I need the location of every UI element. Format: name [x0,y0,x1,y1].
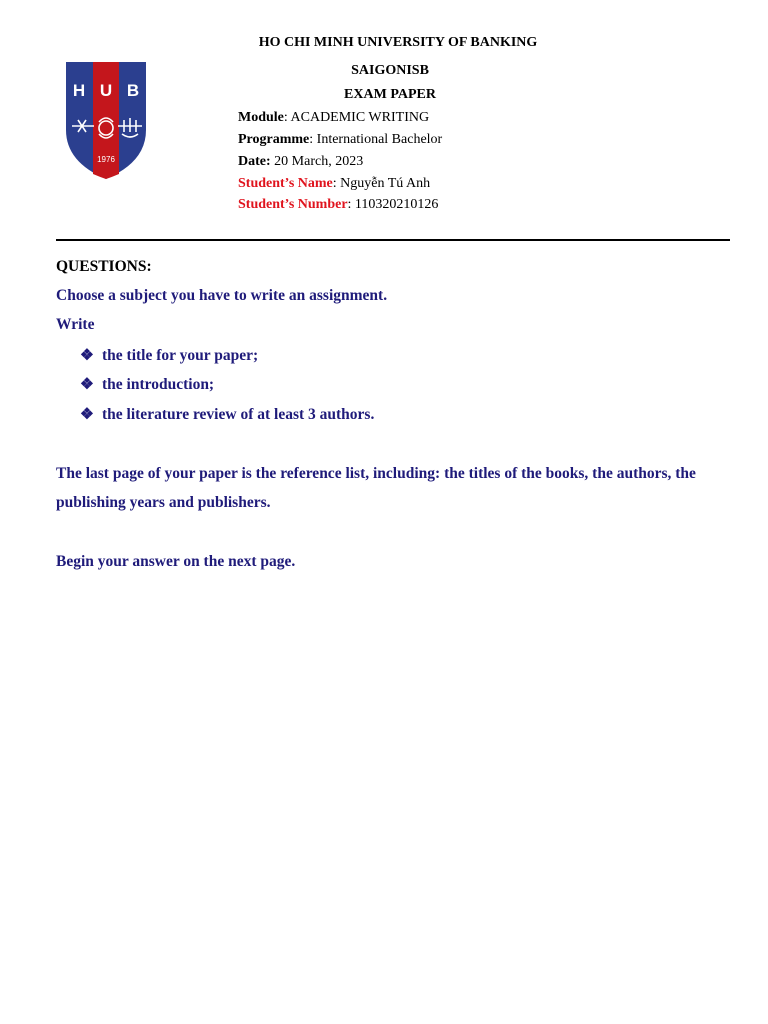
logo-letter-b: B [126,81,140,100]
programme-label: Programme [238,132,310,147]
student-number-value: : 110320210126 [347,197,439,212]
student-number-label: Student’s Number [238,197,348,212]
programme-row [238,132,442,148]
university-name: HO CHI MINH UNIVERSITY OF BANKING [258,35,538,50]
list-item-text: the title for your paper; [102,347,259,364]
module-row [238,110,429,126]
date-value: 20 March, 2023 [270,154,364,169]
begin-answer-note: Begin your answer on the next page. [56,553,296,570]
document-type: EXAM PAPER [344,87,436,102]
list-item [80,375,214,394]
programme-value: : International Bachelor [309,132,443,147]
list-item [80,346,258,365]
student-name-value: : Nguyễn Tú Anh [332,176,431,191]
reference-list-note: The last page of your paper is the reference list, including: the titles of the books, the authors, the publishing years and publishers. [56,465,696,511]
date-row [238,154,363,170]
logo-letter-h: H [72,81,86,100]
list-item [80,405,374,424]
student-number-row [238,197,438,213]
logo-letter-u: U [99,81,113,100]
campus-name: SAIGONISB [351,63,429,78]
list-item-text: the introduction; [102,376,215,393]
header-divider [56,239,730,241]
diamond-bullet-icon: ❖ [80,376,94,393]
module-value: : ACADEMIC WRITING [283,110,430,125]
student-name-label: Student’s Name [238,176,333,191]
list-item-text: the literature review of at least 3 authors. [102,406,375,423]
date-label: Date: [238,154,271,169]
diamond-bullet-icon: ❖ [80,406,94,423]
write-label: Write [56,316,95,333]
student-name-row [238,176,430,192]
module-label: Module [238,110,284,125]
questions-intro: Choose a subject you have to write an assignment. [56,287,388,304]
questions-heading: QUESTIONS: [56,258,152,275]
diamond-bullet-icon: ❖ [80,347,94,364]
logo-year: 1976 [97,155,115,164]
